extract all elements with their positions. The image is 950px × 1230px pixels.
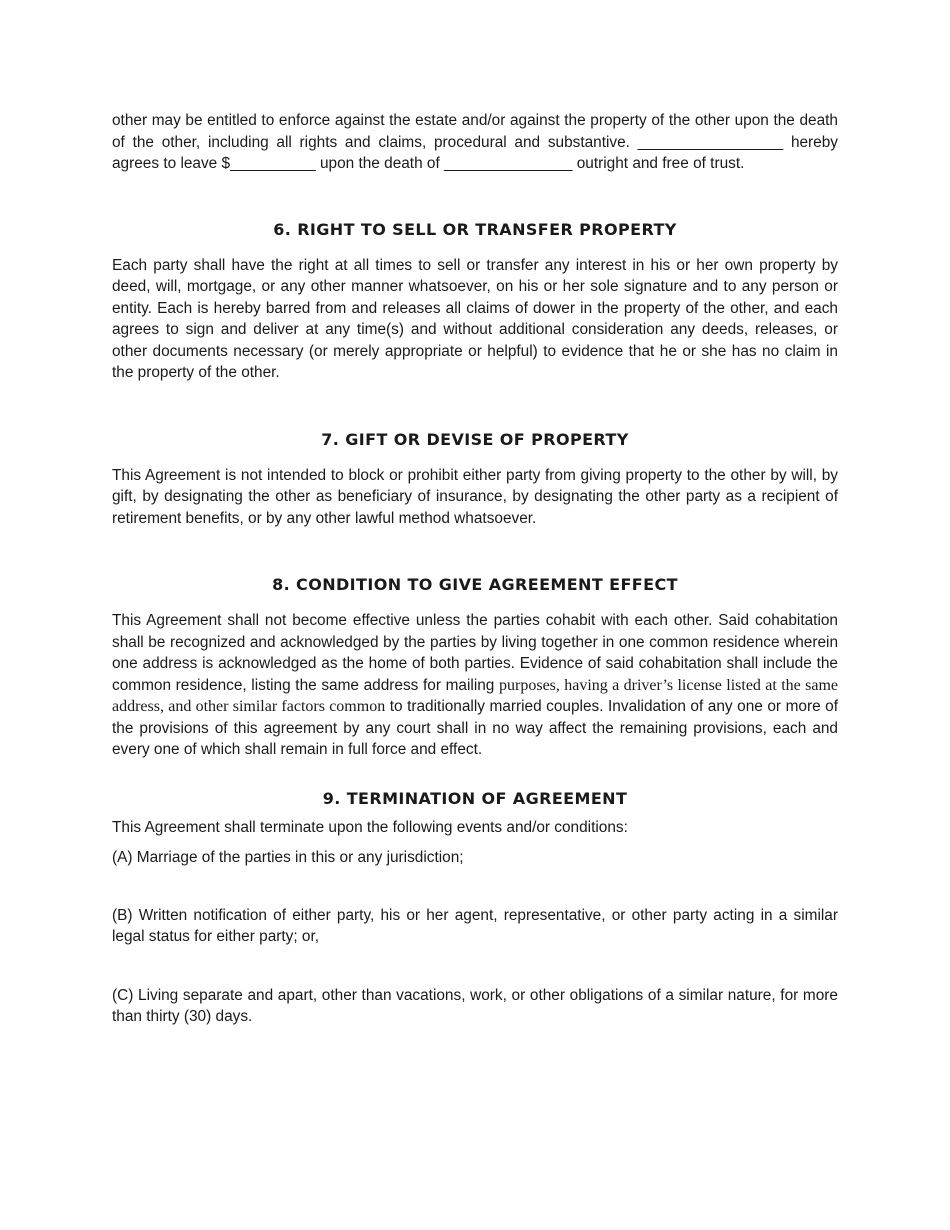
section-7-heading: 7. GIFT OR DEVISE OF PROPERTY: [321, 429, 629, 449]
section-7-body: This Agreement is not intended to block or prohibit either party from giving property to the other by will, by gift, by designating the other as beneficiary of insurance, by designating the other party as a recipient of retirement benefits, or by any other lawful method whatsoever.: [112, 466, 838, 527]
section-8-body-part1: This Agreement shall not become effective unless the parties cohabit with each other. Said cohabitation shall be recognized and acknowledged by the parties by living together in one common residence wherein one address is acknowledged as the home of both parties. Evidence of said cohabitation shall include the common residence, listing the same address for mailing: [112, 612, 838, 694]
section-9-item-c: (C) Living separate and apart, other than vacations, work, or other obligations of a similar nature, for more than thirty (30) days.: [112, 986, 838, 1025]
section-6-body: Each party shall have the right at all times to sell or transfer any interest in his or her own property by deed, will, mortgage, or any other manner whatsoever, on his or her sole signature and to any person or entity. Each is hereby barred from and releases all claims of dower in the property of the other, and each agrees to sign and deliver at any time(s) and without additional consideration any deeds, releases, or other documents necessary (or merely appropriate or helpful) to evidence that he or she has no claim in the property of the other.: [112, 256, 838, 381]
section-8-body-part3: to traditionally married couples. Invalidation of any one or more of the provisions of this agreement by any court shall in no way affect the remaining provisions, each and every one of which shall remain in full force and effect.: [112, 698, 838, 758]
intro-paragraph: other may be entitled to enforce against the estate and/or against the property of the other upon the death of the other, including all rights and claims, procedural and substantive. _________________ hereby agrees to leave $__________ upon the death of _______________ outright and free of trust.: [112, 112, 838, 172]
section-8-heading: 8. CONDITION TO GIVE AGREEMENT EFFECT: [272, 575, 678, 594]
section-9-item-a: (A) Marriage of the parties in this or any jurisdiction;: [112, 849, 464, 866]
document-page: [112, 110, 838, 1028]
section-8-body-part2: purposes, having a driver’s license listed at the same address, and other similar factors common: [112, 676, 838, 715]
section-9-intro: This Agreement shall terminate upon the following events and/or conditions:: [112, 818, 628, 836]
section-9-heading: 9. TERMINATION OF AGREEMENT: [322, 788, 628, 808]
section-9-item-b: (B) Written notification of either party, his or her agent, representative, or other party acting in a similar legal status for either party; or,: [112, 906, 838, 945]
section-8-body: [112, 610, 838, 761]
section-6-heading: 6. RIGHT TO SELL OR TRANSFER PROPERTY: [273, 219, 677, 239]
